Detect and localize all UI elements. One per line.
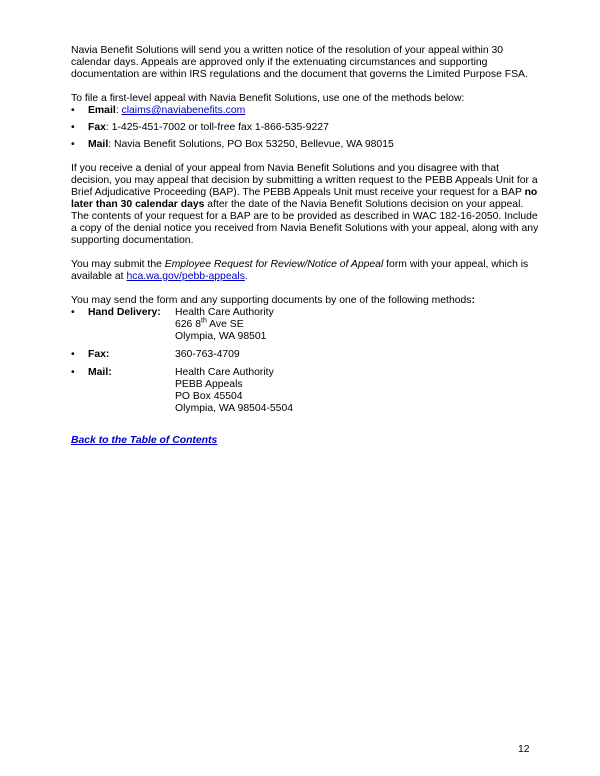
form-text-3: .	[244, 271, 248, 282]
form-title: Employee Request for Review/Notice of Appeal	[164, 259, 384, 270]
bap-deadline: no later than 30 calendar days	[71, 187, 538, 210]
delivery-methods-list	[71, 307, 541, 415]
form-text-2: form with your appeal, which is available at	[71, 259, 529, 282]
hand-delivery-address	[175, 307, 274, 343]
mail-line-3: PO Box 45504	[175, 391, 243, 402]
delivery-fax-value: 360-763-4709	[175, 349, 240, 360]
fax-label: Fax	[88, 122, 106, 133]
hand-street-suffix: th	[201, 317, 207, 325]
mail-line-4: Olympia, WA 98504-5504	[175, 403, 294, 414]
toc-link-paragraph	[71, 435, 541, 447]
back-to-toc-link[interactable]: Back to the Table of Contents	[71, 435, 218, 446]
delivery-mail	[71, 367, 541, 415]
mail-address: : Navia Benefit Solutions, PO Box 53250, Bellevue, WA 98015	[108, 139, 394, 150]
send-methods-intro	[71, 295, 541, 307]
delivery-hand	[71, 307, 541, 343]
delivery-fax-number	[175, 349, 240, 361]
email-separator: :	[115, 105, 122, 116]
send-methods-colon: :	[471, 295, 475, 306]
pebb-appeals-link[interactable]: hca.wa.gov/pebb-appeals	[126, 271, 245, 282]
bap-paragraph	[71, 163, 541, 247]
delivery-fax-label: Fax:	[88, 349, 110, 360]
appeal-methods-list	[71, 105, 541, 151]
bap-text-1: If you receive a denial of your appeal from Navia Benefit Solutions and you disagree with that decision, you may appeal that decision by submitting a written request to the PEBB Appeals Unit for a Brief Adjudicative Proceeding (BAP). The PEBB Appeals Unit must receive your request for a BAP	[71, 163, 538, 198]
hand-delivery-label: Hand Delivery:	[88, 307, 161, 318]
document-body	[71, 45, 541, 447]
hand-street-name: Ave SE	[206, 319, 244, 330]
form-submission-paragraph	[71, 259, 541, 283]
method-mail	[71, 139, 541, 151]
email-label: Email	[88, 105, 116, 116]
bap-text-2: after the date of the Navia Benefit Solutions decision on your appeal. The contents of your request for a BAP are to be provided as described in WAC 182-16-2050. Include a copy of the denial notice you received from Navia Benefit Solutions with your appeal, along with any supporting documentation.	[71, 199, 539, 246]
hand-line-2	[175, 319, 274, 331]
method-fax	[71, 122, 541, 134]
hand-line-1: Health Care Authority	[175, 307, 274, 318]
mail-line-1: Health Care Authority	[175, 367, 274, 378]
fax-numbers: : 1-425-451-7002 or toll-free fax 1-866-535-9227	[105, 122, 329, 133]
hand-line-3: Olympia, WA 98501	[175, 331, 267, 342]
delivery-fax	[71, 349, 541, 361]
first-level-appeal-intro: To file a first-level appeal with Navia Benefit Solutions, use one of the methods below:	[71, 93, 465, 104]
email-link[interactable]: claims@naviabenefits.com	[121, 105, 246, 116]
hand-street-number: 626 8	[175, 319, 202, 330]
resolution-notice-paragraph: Navia Benefit Solutions will send you a written notice of the resolution of your appeal within 30 calendar days. Appeals are approved only if the extenuating circumstances and supporting documentation are within IRS regulations and the document that governs the Limited Purpose FSA.	[71, 45, 528, 80]
page-number: 12	[518, 744, 530, 755]
delivery-mail-label: Mail:	[88, 367, 112, 378]
delivery-mail-address	[175, 367, 293, 415]
method-email	[71, 105, 541, 117]
form-text-1: You may submit the	[71, 259, 165, 270]
send-methods-text: You may send the form and any supporting documents by one of the following methods	[71, 295, 472, 306]
mail-line-2: PEBB Appeals	[175, 379, 243, 390]
mail-label: Mail	[88, 139, 109, 150]
